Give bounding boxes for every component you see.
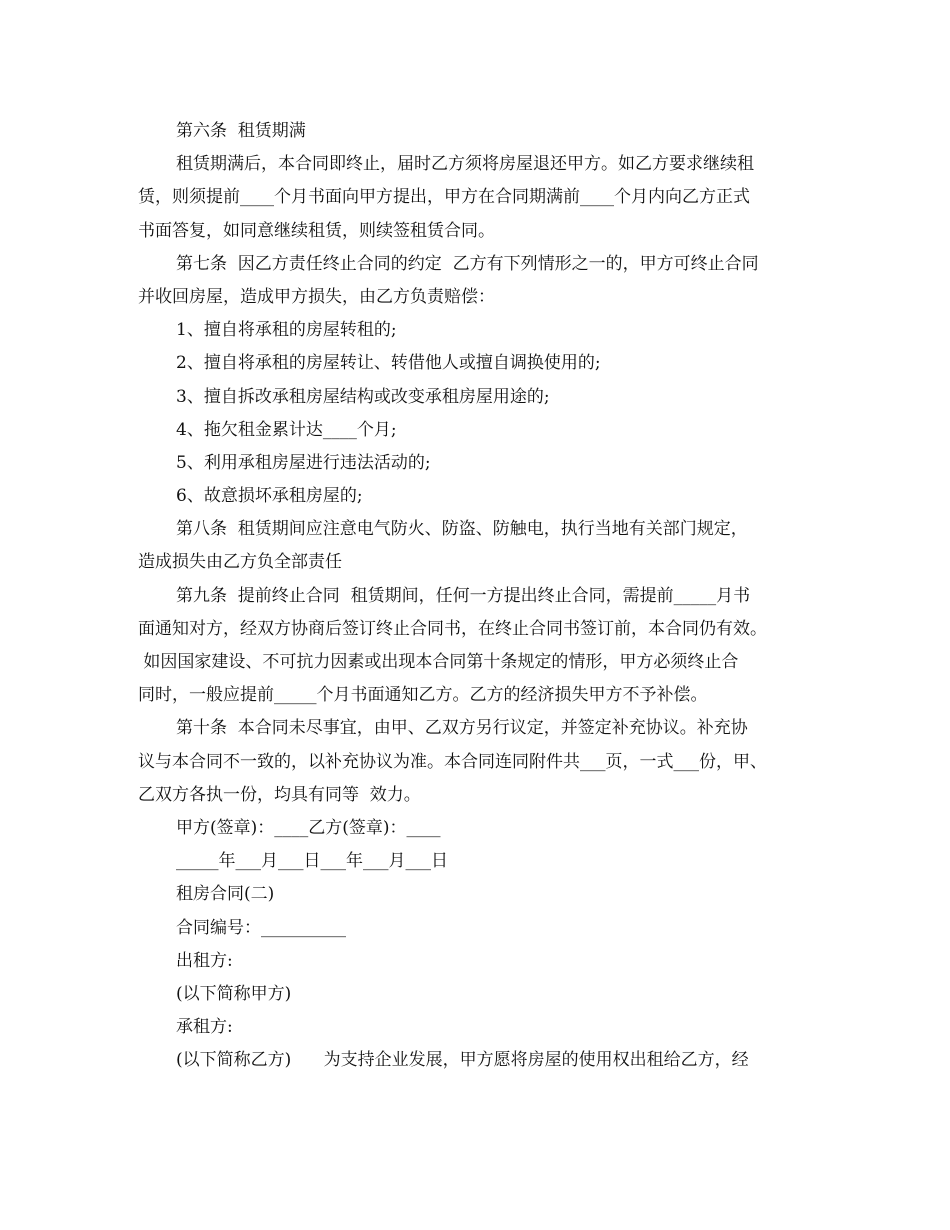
text-line: 第七条 因乙方责任终止合同的约定 乙方有下列情形之一的，甲方可终止合同 bbox=[176, 253, 759, 274]
text-line: 书面答复，如同意继续租赁，则续签租赁合同。 bbox=[138, 220, 495, 241]
text-line: 第八条 租赁期间应注意电气防火、防盗、防触电，执行当地有关部门规定， bbox=[176, 519, 748, 540]
text-line: 面通知对方，经双方协商后签订终止合同书，在终止合同书签订前，本合同仍有效。 bbox=[138, 618, 767, 639]
text-line: 6、故意损坏承租房屋的; bbox=[176, 486, 363, 507]
contract-body bbox=[138, 115, 828, 1077]
text-line: 4、拖欠租金累计达____个月; bbox=[176, 419, 397, 440]
text-line: 甲方(签章)：____乙方(签章)：____ bbox=[176, 817, 441, 838]
text-line: 第六条 租赁期满 bbox=[176, 121, 306, 141]
text-line: 1、擅自将承租的房屋转租的; bbox=[176, 320, 397, 341]
text-line: 第九条 提前终止合同 租赁期间，任何一方提出终止合同，需提前_____月书 bbox=[176, 585, 751, 606]
text-line: 乙双方各执一份，均具有同等 效力。 bbox=[138, 784, 421, 805]
text-line: 议与本合同不一致的，以补充协议为准。本合同连同附件共___页，一式___份，甲、 bbox=[138, 751, 767, 772]
text-line: 并收回房屋，造成甲方损失，由乙方负责赔偿： bbox=[138, 286, 495, 307]
text-line: 如因国家建设、不可抗力因素或出现本合同第十条规定的情形，甲方必须终止合 bbox=[138, 652, 739, 672]
text-line: 2、擅自将承租的房屋转让、转借他人或擅自调换使用的; bbox=[176, 353, 601, 374]
text-line: 造成损失由乙方负全部责任 bbox=[138, 552, 342, 573]
text-line: _____年___月___日___年___月___日 bbox=[176, 851, 448, 872]
text-line: 同时，一般应提前_____个月书面通知乙方。乙方的经济损失甲方不予补偿。 bbox=[138, 685, 708, 706]
text-line: 租赁期满后，本合同即终止，届时乙方须将房屋退还甲方。如乙方要求继续租 bbox=[176, 154, 754, 175]
text-line: (以下简称甲方) bbox=[176, 983, 292, 1004]
text-line: 第十条 本合同未尽事宜，由甲、乙双方另行议定，并签定补充协议。补充协 bbox=[176, 718, 748, 739]
text-line: 5、利用承租房屋进行违法活动的; bbox=[176, 452, 431, 473]
text-line: 承租方: bbox=[176, 1017, 233, 1038]
text-line: (以下简称乙方) 为支持企业发展，甲方愿将房屋的使用权出租给乙方，经 bbox=[176, 1050, 749, 1071]
text-line: 出租方: bbox=[176, 950, 233, 971]
text-line: 3、擅自拆改承租房屋结构或改变承租房屋用途的; bbox=[176, 386, 550, 407]
text-line: 合同编号：__________ bbox=[176, 917, 346, 938]
text-line: 赁，则须提前____个月书面向甲方提出，甲方在合同期满前____个月内向乙方正式 bbox=[138, 187, 750, 208]
text-line: 租房合同(二) bbox=[176, 884, 275, 905]
